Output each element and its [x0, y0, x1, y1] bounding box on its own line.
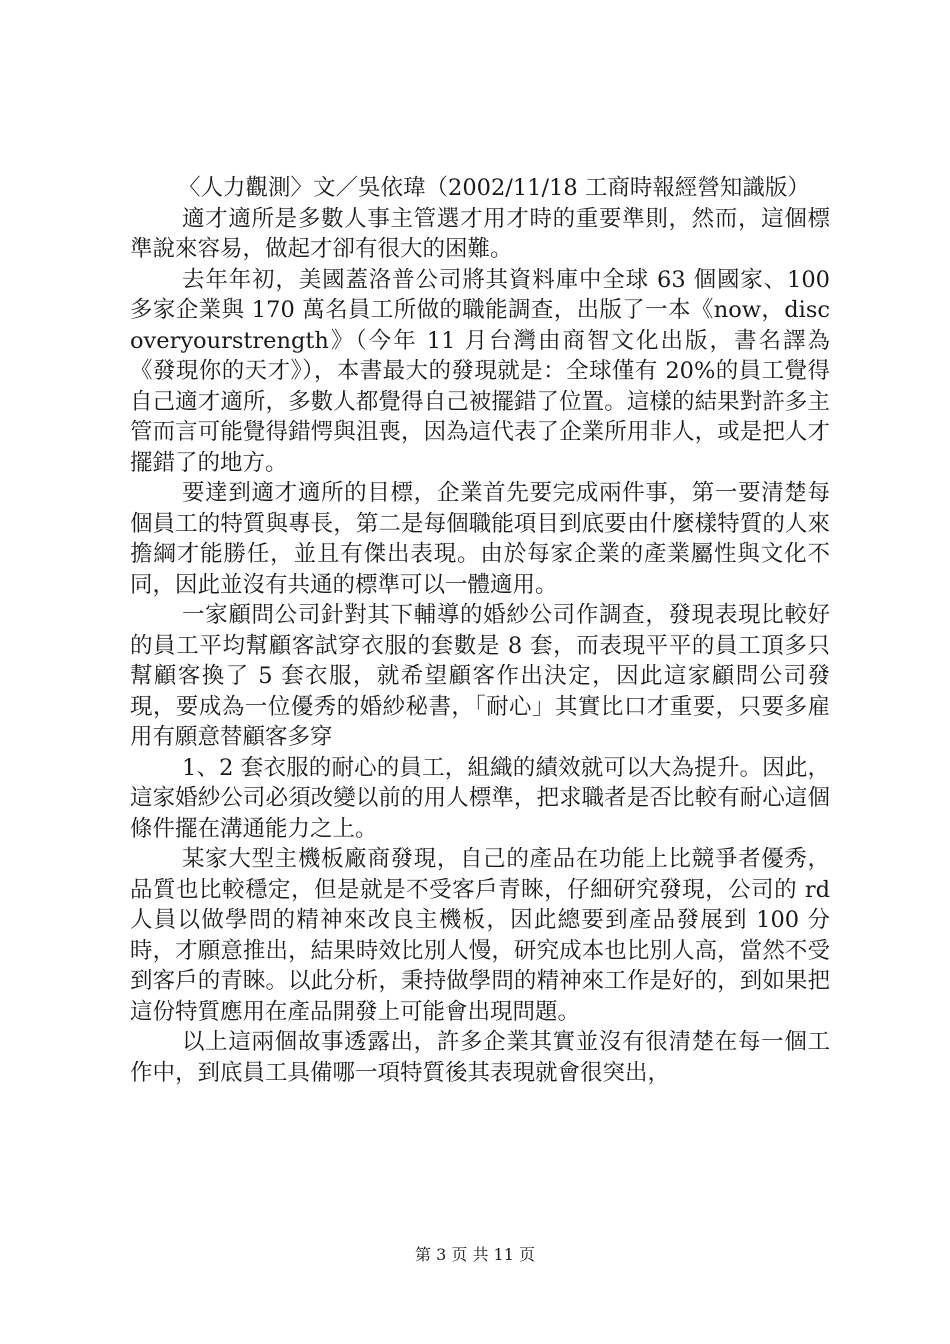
paragraph-bridal-conclusion: 1、2 套衣服的耐心的員工，組織的績效就可以大為提升。因此，這家婚紗公司必須改變以前的用人標準，把求職者是否比較有耐心這個條件擺在溝通能力之上。 — [130, 754, 830, 842]
page-number-footer: 第 3 页 共 11 页 — [415, 1245, 535, 1264]
paragraph-bridal-example: 一家顧問公司針對其下輔導的婚紗公司作調查，發現表現比較好的員工平均幫顧客試穿衣服的套數是 8 套，而表現平平的員工頂多只幫顧客換了 5 套衣服，就希望顧客作出決定，因此這家顧問公司發現，要成為一位優秀的婚紗秘書，「耐心」其實比口才重要，只要多雇用有願意替顧客多穿 — [130, 602, 830, 750]
article-body — [130, 173, 838, 1088]
paragraph-two-tasks: 要達到適才適所的目標，企業首先要完成兩件事，第一要清楚每個員工的特質與專長，第二是每個職能項目到底要由什麼樣特質的人來擔綱才能勝任，並且有傑出表現。由於每家企業的產業屬性與文化不同，因此並沒有共通的標準可以一體適用。 — [130, 480, 830, 598]
paragraph-motherboard-example: 某家大型主機板廠商發現，自己的產品在功能上比競爭者優秀，品質也比較穩定，但是就是不受客戶青睞，仔細研究發現，公司的 rd 人員以做學問的精神來改良主機板，因此總要到產品發展到 100 分時，才願意推出，結果時效比別人慢，研究成本也比別人高，當然不受到客戶的青睞。以此分析，秉持做學問的精神來工作是好的，到如果把這份特質應用在產品開發上可能會出現問題。 — [130, 846, 838, 1025]
paragraph-gallup-survey: 去年年初，美國蓋洛普公司將其資料庫中全球 63 個國家、100 多家企業與 170 萬名員工所做的職能調查，出版了一本《now，discoveryourstrength》（今年 11 月台灣由商智文化出版，書名譯為《發現你的天才》），本書最大的發現就是：全球僅有 20%的員工覺得自己適才適所，多數人都覺得自己被擺錯了位置。這樣的結果對許多主管而言可能覺得錯愕與沮喪，因為這代表了企業所用非人，或是把人才擺錯了的地方。 — [130, 266, 838, 476]
paragraph-intro: 適才適所是多數人事主管選才用才時的重要準則，然而，這個標準說來容易，做起才卻有很大的困難。 — [130, 205, 830, 262]
article-byline: 〈人力觀測〉文／吳依瑋（2002/11/18 工商時報經營知識版） — [178, 175, 810, 201]
paragraph-summary: 以上這兩個故事透露出，許多企業其實並沒有很清楚在每一個工作中，到底員工具備哪一項特質後其表現就會很突出， — [130, 1029, 830, 1086]
